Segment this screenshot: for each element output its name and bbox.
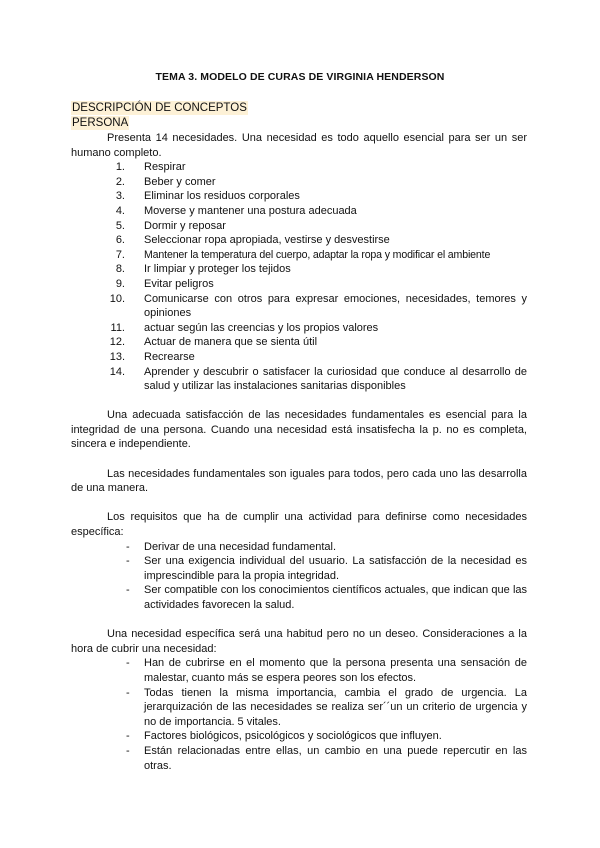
paragraph-specific-need: Una necesidad específica será una habitud pero no un deseo. Consideraciones a la hora de cubrir una necesidad: <box>71 628 527 655</box>
list-item: 1. Respirar <box>115 161 186 174</box>
list-item: 7. Mantener la temperatura del cuerpo, adaptar la ropa y modificar el ambiente <box>115 248 491 261</box>
list-item: - Derivar de una necesidad fundamental. <box>126 540 337 553</box>
document-body <box>71 131 527 773</box>
list-item: - Ser compatible con los conocimientos científicos actuales, que indican que las actividades favorecen la salud. <box>126 584 527 611</box>
paragraph-fundamental-needs: Las necesidades fundamentales son iguales para todos, pero cada uno las desarrolla de una manera. <box>71 467 527 495</box>
intro-paragraph: Presenta 14 necesidades. Una necesidad es todo aquello esencial para ser un ser humano completo. <box>71 132 527 159</box>
list-item: - Ser una exigencia individual del usuario. La satisfacción de la necesidad es imprescindible para la propia integridad. <box>126 555 527 582</box>
paragraph-satisfaction: Una adecuada satisfacción de las necesidades fundamentales es esencial para la integridad de una persona. Cuando una necesidad está insatisfecha la p. no es completa, sincera e independiente. <box>71 409 527 451</box>
list-item: 3. Eliminar los residuos corporales <box>115 190 300 203</box>
list-item: - Todas tienen la misma importancia, cambia el grado de urgencia. La jerarquización de las necesidades se realiza ser´´un un criterio de urgencia y no de importancia. 5 vitales. <box>126 686 527 728</box>
list-item: 12. Actuar de manera que se sienta útil <box>109 336 318 349</box>
subsection-heading: PERSONA <box>72 117 129 129</box>
list-item: 2. Beber y comer <box>115 175 216 188</box>
needs-list <box>71 160 527 394</box>
list-item: - Están relacionadas entre ellas, un cambio en una puede repercutir en las otras. <box>126 744 527 772</box>
list-item: 8. Ir limpiar y proteger los tejidos <box>115 263 291 276</box>
list-item: 4. Moverse y mantener una postura adecuada <box>115 204 357 217</box>
list-item: - Han de cubrirse en el momento que la persona presenta una sensación de malestar, cuanto más se espera peores son los efectos. <box>126 657 527 684</box>
list-item: 10. Comunicarse con otros para expresar emociones, necesidades, temores y opiniones <box>109 292 527 320</box>
section-heading: DESCRIPCIÓN DE CONCEPTOS <box>72 102 247 114</box>
list-item: - Factores biológicos, psicológicos y sociológicos que influyen. <box>126 730 442 743</box>
considerations-list <box>71 656 527 773</box>
requirements-list <box>71 540 527 613</box>
list-item: 5. Dormir y reposar <box>115 219 226 232</box>
list-item: 14. Aprender y descubrir o satisfacer la curiosidad que conduce al desarrollo de salud y utilizar las instalaciones sanitarias disponibles <box>109 365 527 393</box>
list-item: 11. actuar según las creencias y los propios valores <box>110 321 379 334</box>
list-item: 6. Seleccionar ropa apropiada, vestirse y desvestirse <box>115 234 390 247</box>
list-item: 9. Evitar peligros <box>115 277 214 290</box>
paragraph-requirements: Los requisitos que ha de cumplir una actividad para definirse como necesidades específica: <box>71 511 527 539</box>
list-item: 13. Recrearse <box>109 350 195 363</box>
document-title: TEMA 3. MODELO DE CURAS DE VIRGINIA HENDERSON <box>155 71 445 83</box>
